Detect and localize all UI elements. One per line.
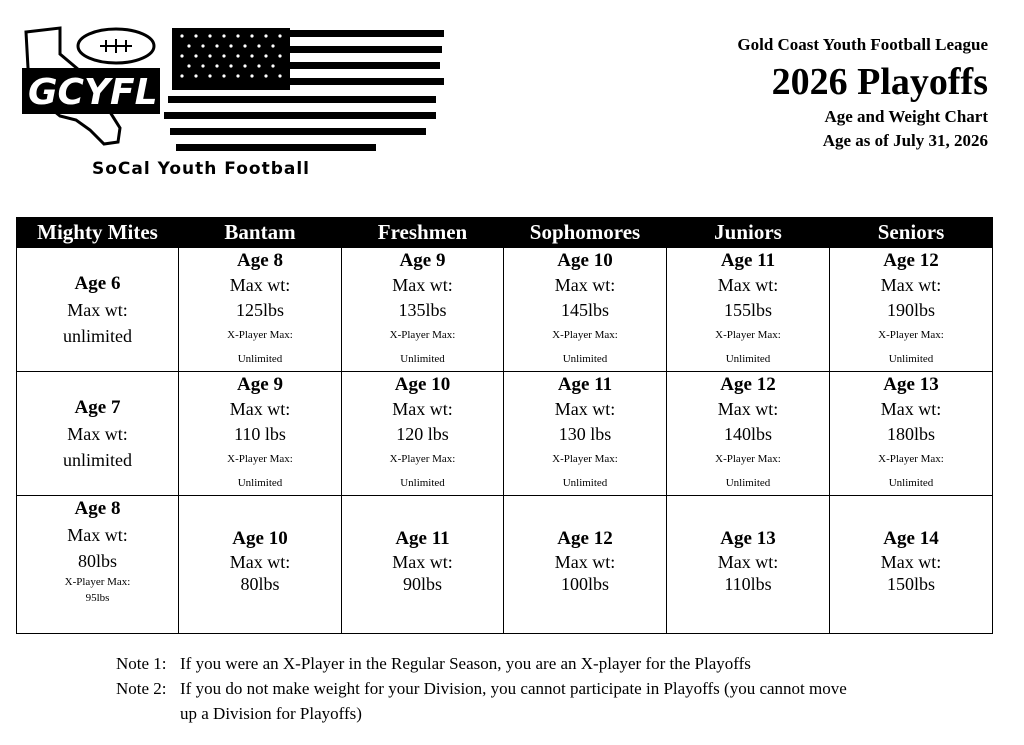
- note-text: If you were an X-Player in the Regular Season, you are an X-player for the Playoffs: [180, 654, 751, 673]
- cell-xp-label: X-Player Max:: [389, 453, 456, 465]
- cell-xp: Unlimited: [400, 353, 445, 365]
- cell-wt: 80lbs: [240, 574, 280, 594]
- cell-age: Age 12: [883, 250, 939, 271]
- cell-wt-label: Max wt:: [717, 275, 779, 295]
- cell-wt-label: Max wt:: [717, 399, 779, 419]
- table-cell: [830, 248, 993, 372]
- cell-age: Age 10: [232, 528, 288, 549]
- cell-xp-label: X-Player Max:: [878, 329, 944, 341]
- cell-xp: Unlimited: [237, 477, 283, 489]
- cell-wt: 110lbs: [724, 574, 772, 594]
- table-cell: [342, 372, 504, 496]
- page-title: 2026 Playoffs: [771, 61, 988, 103]
- table-cell: [17, 248, 179, 372]
- cell-xp: Unlimited: [562, 477, 608, 489]
- cell-wt: 190lbs: [886, 300, 935, 320]
- note-1: [116, 651, 852, 676]
- cell-wt: 90lbs: [402, 574, 442, 594]
- table-cell: [179, 496, 342, 634]
- cell-xp-label: X-Player Max:: [552, 329, 618, 341]
- cell-age: Age 12: [557, 528, 613, 549]
- cell-wt: 135lbs: [398, 300, 447, 320]
- cell-age: Age 8: [237, 250, 283, 271]
- cell-wt-label: Max wt:: [229, 275, 291, 295]
- flag-icon: [164, 28, 444, 151]
- table-cell: [504, 372, 667, 496]
- note-text: If you do not make weight for your Division, you cannot participate in Playoffs (you cannot move up a Division for Playoffs): [180, 679, 847, 723]
- header-juniors: Juniors: [667, 218, 830, 248]
- cell-wt-label: Max wt:: [392, 399, 453, 419]
- table-row: [17, 496, 993, 634]
- cell-age: Age 13: [720, 528, 776, 549]
- cell-xp: Unlimited: [888, 477, 934, 489]
- svg-text:GCYFL: GCYFL: [28, 72, 158, 113]
- cell-xp-label: X-Player Max:: [715, 329, 781, 341]
- cell-wt-label: Max wt:: [67, 423, 128, 444]
- cell-xp: Unlimited: [725, 353, 771, 365]
- cell-wt-label: Max wt:: [229, 399, 291, 419]
- header-seniors: Seniors: [830, 218, 993, 248]
- note-label: Note 1:: [116, 654, 167, 673]
- notes-block: [116, 651, 852, 726]
- cell-age: Age 9: [237, 374, 283, 395]
- org-name: Gold Coast Youth Football League: [737, 35, 988, 54]
- cell-wt-label: Max wt:: [229, 552, 291, 572]
- table-cell: [504, 248, 667, 372]
- chart-subtitle: Age and Weight Chart: [824, 107, 988, 126]
- cell-age: Age 11: [720, 250, 776, 271]
- table-cell: [830, 496, 993, 634]
- cell-xp-label: X-Player Max:: [389, 329, 456, 341]
- table-cell: [342, 496, 504, 634]
- note-2: [116, 676, 852, 726]
- header-sophomores: Sophomores: [504, 218, 667, 248]
- cell-age: Age 10: [394, 374, 451, 395]
- cell-age: Age 13: [883, 374, 939, 395]
- cell-xp-label: X-Player Max:: [227, 329, 293, 341]
- svg-text:SoCal Youth Football: SoCal Youth Football: [92, 159, 310, 179]
- table-cell: [504, 496, 667, 634]
- cell-wt-label: Max wt:: [880, 275, 942, 295]
- cell-age: Age 10: [557, 250, 613, 271]
- age-weight-table: [16, 217, 993, 634]
- cell-age: Age 14: [883, 528, 939, 549]
- table-cell: [179, 248, 342, 372]
- age-as-of: Age as of July 31, 2026: [822, 131, 988, 150]
- cell-wt-label: Max wt:: [392, 275, 453, 295]
- cell-age: Age 11: [557, 374, 613, 395]
- table-header-row: [17, 218, 993, 248]
- cell-wt: 80lbs: [77, 551, 117, 571]
- cell-wt-label: Max wt:: [880, 552, 942, 572]
- cell-wt: 125lbs: [235, 300, 284, 320]
- header-mighty-mites: Mighty Mites: [17, 218, 179, 248]
- cell-xp: 95lbs: [85, 592, 110, 604]
- note-label: Note 2:: [116, 679, 167, 698]
- cell-wt-label: Max wt:: [554, 552, 616, 572]
- table-cell: [17, 372, 179, 496]
- header-block: [737, 34, 988, 153]
- table-cell: [830, 372, 993, 496]
- cell-xp: Unlimited: [725, 477, 771, 489]
- cell-wt: unlimited: [63, 449, 132, 470]
- cell-wt-label: Max wt:: [554, 275, 616, 295]
- table-cell: [179, 372, 342, 496]
- cell-wt: 120 lbs: [396, 424, 449, 444]
- cell-wt: 145lbs: [560, 300, 609, 320]
- gcyfl-logo: [20, 24, 450, 180]
- cell-age: Age 11: [395, 528, 450, 549]
- cell-wt-label: Max wt:: [554, 399, 616, 419]
- cell-wt: 180lbs: [886, 424, 935, 444]
- table-cell: [342, 248, 504, 372]
- cell-xp-label: X-Player Max:: [552, 453, 618, 465]
- cell-age: Age 12: [720, 374, 776, 395]
- cell-xp-label: X-Player Max:: [715, 453, 781, 465]
- cell-xp-label: X-Player Max:: [227, 453, 293, 465]
- table-cell: [17, 496, 179, 634]
- cell-wt: 130 lbs: [558, 424, 612, 444]
- table-row: [17, 372, 993, 496]
- cell-wt-label: Max wt:: [67, 299, 128, 320]
- header-freshmen: Freshmen: [342, 218, 504, 248]
- cell-age: Age 8: [74, 498, 121, 519]
- cell-wt-label: Max wt:: [880, 399, 942, 419]
- cell-wt: 140lbs: [723, 424, 772, 444]
- header-bantam: Bantam: [179, 218, 342, 248]
- cell-age: Age 9: [399, 250, 446, 271]
- cell-wt: 100lbs: [560, 574, 609, 594]
- cell-wt: 110 lbs: [234, 424, 286, 444]
- cell-xp: Unlimited: [400, 477, 445, 489]
- cell-age: Age 7: [74, 396, 121, 418]
- table-cell: [667, 496, 830, 634]
- cell-xp-label: X-Player Max:: [64, 576, 131, 588]
- cell-xp: Unlimited: [888, 353, 934, 365]
- cell-xp: Unlimited: [562, 353, 608, 365]
- table-cell: [667, 372, 830, 496]
- cell-age: Age 6: [74, 272, 121, 294]
- cell-wt-label: Max wt:: [67, 525, 128, 545]
- cell-wt-label: Max wt:: [717, 552, 779, 572]
- cell-wt-label: Max wt:: [392, 552, 453, 572]
- cell-wt: 150lbs: [886, 574, 935, 594]
- cell-wt: 155lbs: [723, 300, 772, 320]
- cell-xp-label: X-Player Max:: [878, 453, 944, 465]
- cell-xp: Unlimited: [237, 353, 283, 365]
- cell-wt: unlimited: [63, 325, 132, 346]
- table-row: [17, 248, 993, 372]
- table-cell: [667, 248, 830, 372]
